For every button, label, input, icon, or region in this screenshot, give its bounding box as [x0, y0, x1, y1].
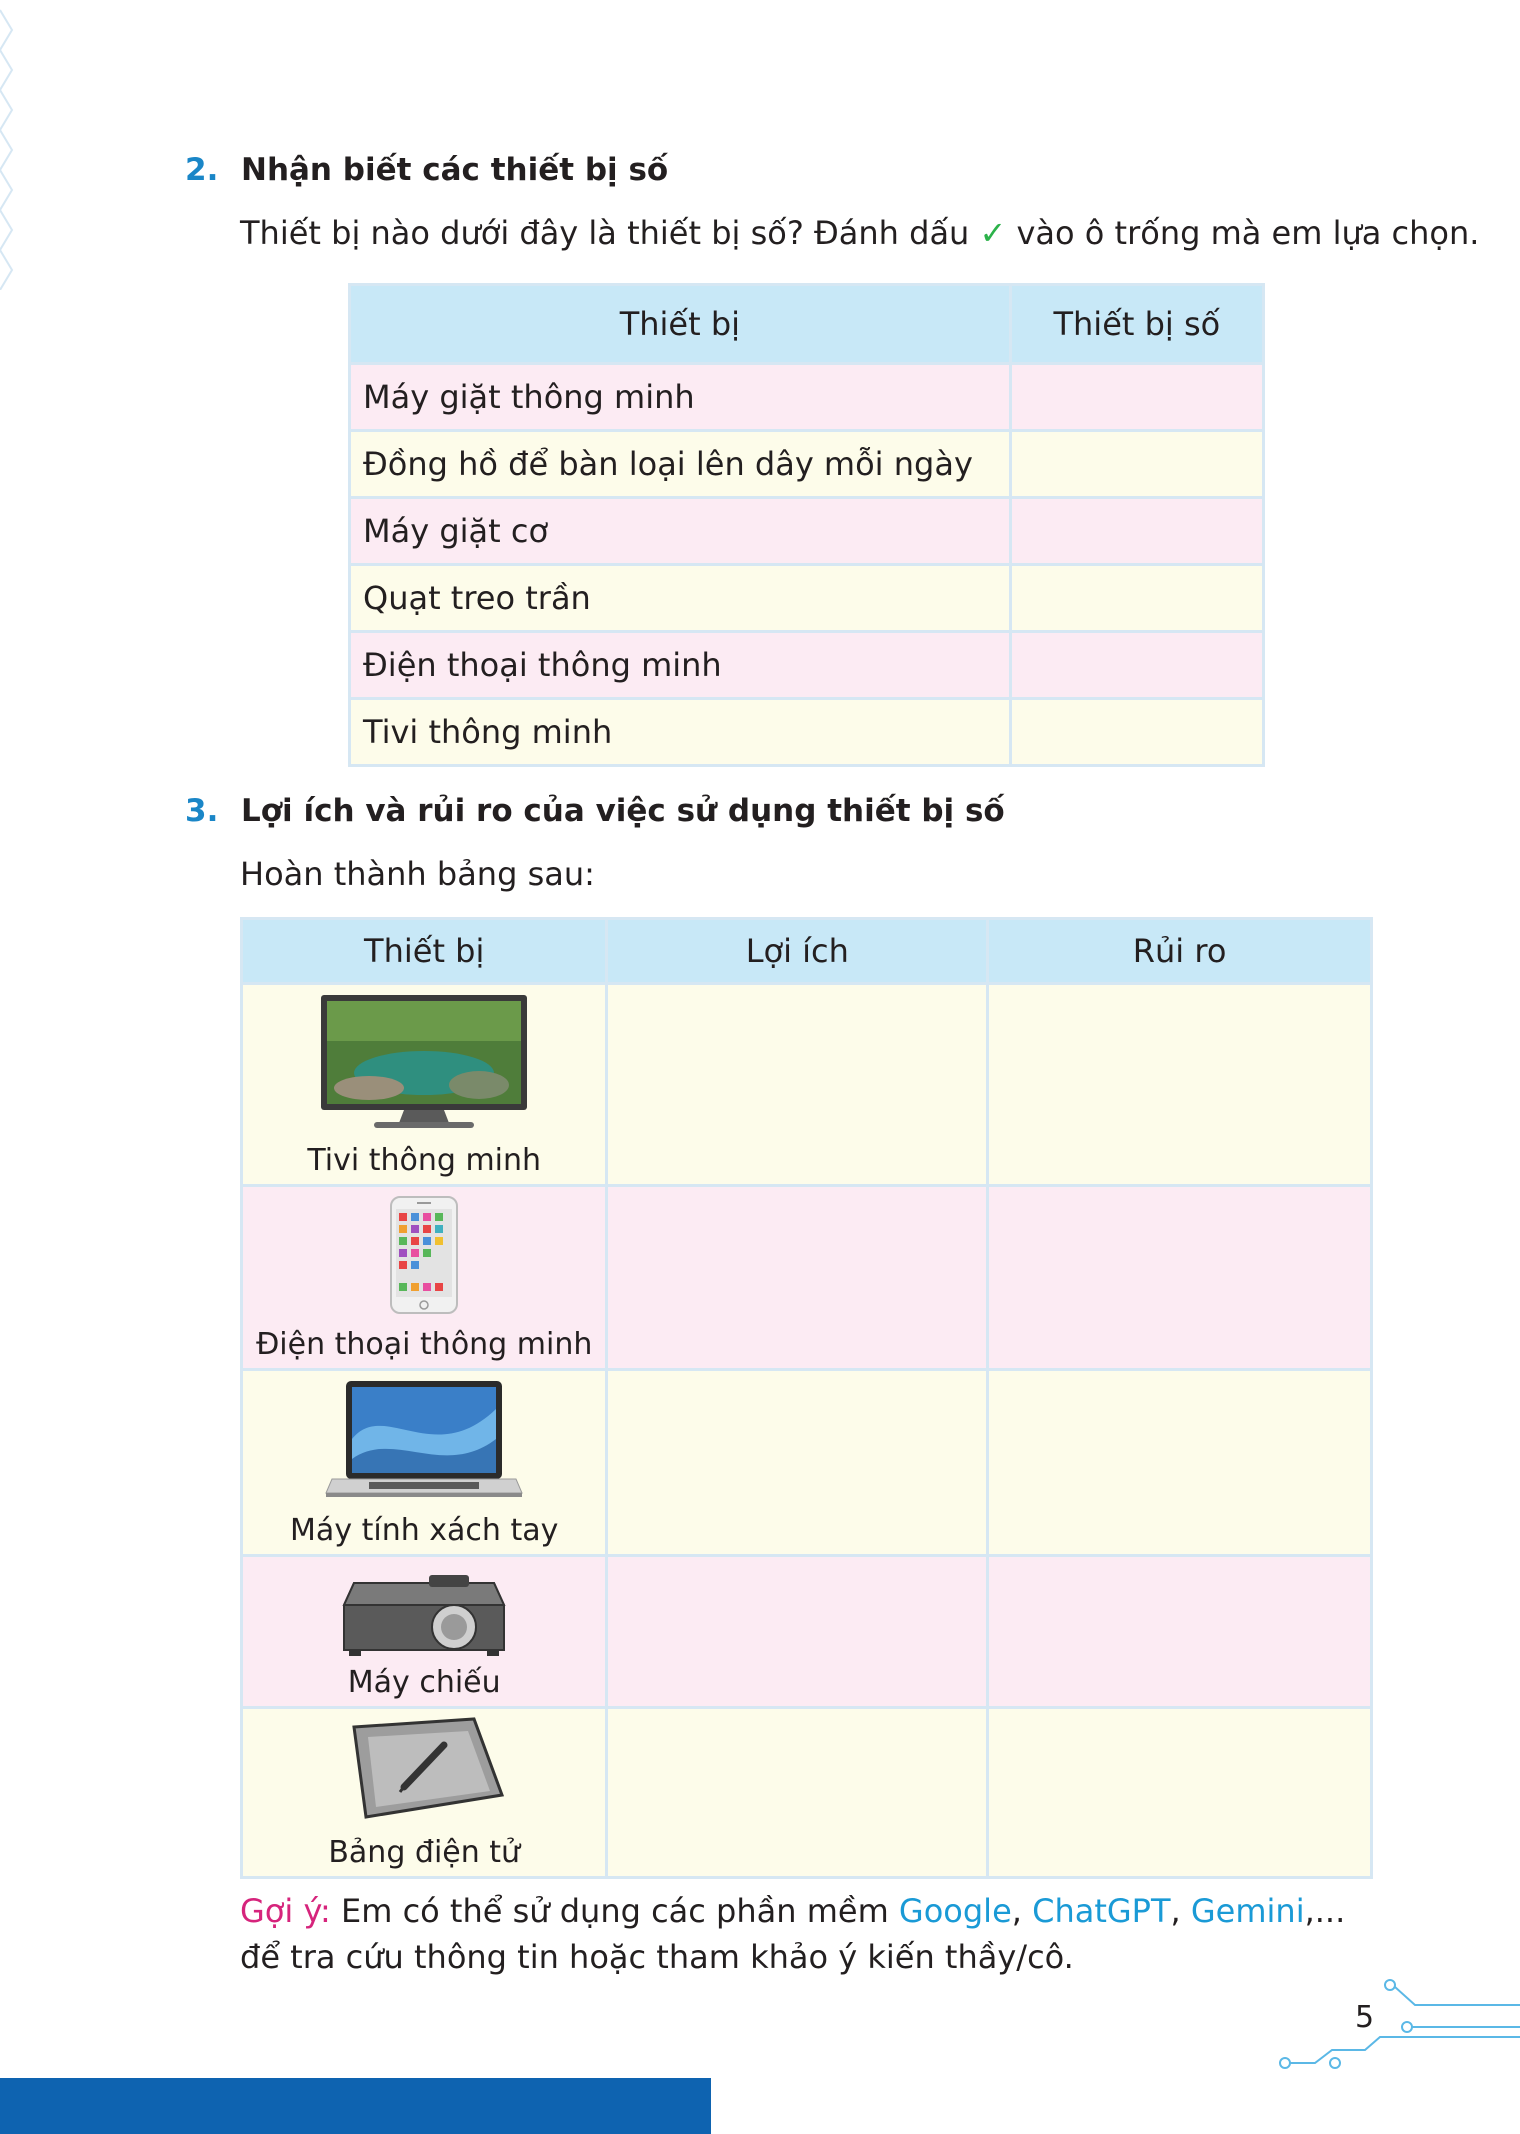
check-mark-icon: ✓ [979, 214, 1007, 252]
device-name: Máy giặt thông minh [350, 364, 1011, 431]
hint-label: Gợi ý: [240, 1892, 331, 1930]
instruction-text-after: vào ô trống mà em lựa chọn. [1016, 214, 1480, 252]
section-2-number: 2. [185, 152, 219, 188]
section-3-number: 3. [185, 793, 219, 829]
table-row [242, 1370, 1372, 1556]
risk-cell[interactable] [988, 984, 1372, 1186]
benefit-risk-table [240, 917, 1373, 1879]
instruction-text-before: Thiết bị nào dưới đây là thiết bị số? Đánh dấu [240, 214, 970, 252]
device-cell [242, 1370, 607, 1556]
app-gemini: Gemini [1190, 1892, 1305, 1930]
laptop-icon [324, 1379, 524, 1504]
header-device: Thiết bị [242, 919, 607, 984]
risk-cell[interactable] [988, 1708, 1372, 1878]
bottom-bar [0, 2078, 711, 2134]
digital-device-table [348, 283, 1265, 767]
benefit-cell[interactable] [607, 1370, 988, 1556]
header-digital-device: Thiết bị số [1010, 285, 1263, 364]
device-label: Tivi thông minh [307, 1143, 542, 1178]
table-row [350, 565, 1264, 632]
smart-tv-icon [319, 993, 529, 1133]
device-name: Điện thoại thông minh [350, 632, 1011, 699]
table-row [350, 632, 1264, 699]
table-row [242, 1708, 1372, 1878]
hint-paragraph: Gợi ý: Em có thể sử dụng các phần mềm Google, ChatGPT, Gemini,... để tra cứu thông tin hoặc tham khảo ý kiến thầy/cô. [240, 1892, 1346, 1976]
circuit-decoration [1270, 1975, 1520, 2075]
check-box-cell[interactable] [1010, 498, 1263, 565]
projector-icon [339, 1565, 509, 1660]
check-box-cell[interactable] [1010, 699, 1263, 766]
app-chatgpt: ChatGPT [1032, 1892, 1171, 1930]
check-box-cell[interactable] [1010, 431, 1263, 498]
hint-text-after: ,... để tra cứu thông tin hoặc tham khảo ý kiến thầy/cô. [240, 1892, 1346, 1976]
section-3-heading [185, 793, 1005, 829]
section-3-instruction: Hoàn thành bảng sau: [240, 855, 595, 893]
section-2-heading [185, 152, 668, 188]
check-box-cell[interactable] [1010, 364, 1263, 431]
app-google: Google [898, 1892, 1012, 1930]
table-row [350, 364, 1264, 431]
hint-text-before: Em có thể sử dụng các phần mềm [341, 1892, 889, 1930]
device-label: Điện thoại thông minh [256, 1327, 593, 1362]
benefit-cell[interactable] [607, 1186, 988, 1370]
device-cell [242, 1556, 607, 1708]
table-header-row [242, 919, 1372, 984]
section-3-title: Lợi ích và rủi ro của việc sử dụng thiết bị số [241, 793, 1005, 829]
section-2-title: Nhận biết các thiết bị số [241, 152, 669, 188]
device-cell [242, 984, 607, 1186]
smartphone-icon [389, 1195, 459, 1315]
table-row [350, 699, 1264, 766]
table-header-row [350, 285, 1264, 364]
device-name: Quạt treo trần [350, 565, 1011, 632]
benefit-cell[interactable] [607, 984, 988, 1186]
graphics-tablet-icon [344, 1717, 504, 1822]
table-row [242, 1556, 1372, 1708]
header-device: Thiết bị [350, 285, 1011, 364]
benefit-cell[interactable] [607, 1708, 988, 1878]
check-box-cell[interactable] [1010, 632, 1263, 699]
risk-cell[interactable] [988, 1556, 1372, 1708]
table-row [350, 498, 1264, 565]
device-label: Bảng điện tử [328, 1835, 521, 1870]
device-label: Máy chiếu [347, 1665, 501, 1700]
device-name: Máy giặt cơ [350, 498, 1011, 565]
section-2-instruction [240, 214, 1479, 252]
page-number: 5 [1355, 2000, 1375, 2035]
device-name: Tivi thông minh [350, 699, 1011, 766]
risk-cell[interactable] [988, 1186, 1372, 1370]
device-cell [242, 1186, 607, 1370]
check-box-cell[interactable] [1010, 565, 1263, 632]
benefit-cell[interactable] [607, 1556, 988, 1708]
left-edge-decoration [0, 0, 16, 290]
header-risk: Rủi ro [988, 919, 1372, 984]
device-cell [242, 1708, 607, 1878]
header-benefit: Lợi ích [607, 919, 988, 984]
table-row [242, 984, 1372, 1186]
device-name: Đồng hồ để bàn loại lên dây mỗi ngày [350, 431, 1011, 498]
table-row [242, 1186, 1372, 1370]
risk-cell[interactable] [988, 1370, 1372, 1556]
device-label: Máy tính xách tay [290, 1513, 559, 1548]
table-row [350, 431, 1264, 498]
